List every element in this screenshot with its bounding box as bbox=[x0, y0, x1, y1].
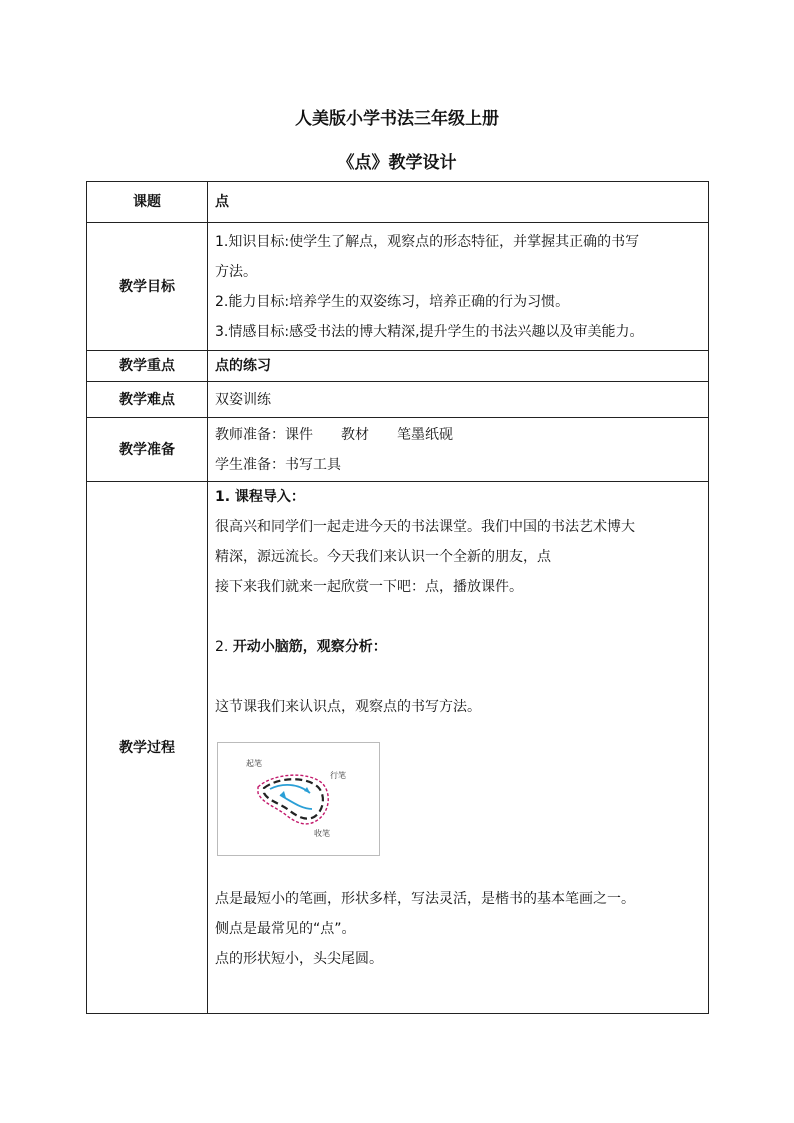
row-objectives bbox=[87, 223, 709, 351]
label-key-point: 教学重点 bbox=[87, 351, 208, 382]
section-title bbox=[215, 632, 704, 662]
label-topic: 课题 bbox=[87, 182, 208, 223]
stroke-diagram bbox=[217, 742, 380, 856]
value-objectives bbox=[208, 223, 709, 351]
row-topic bbox=[87, 182, 709, 223]
teacher-preparation: 教师准备：课件 教材 笔墨纸砚 bbox=[215, 426, 453, 443]
blank-line bbox=[215, 602, 704, 632]
objective-line: 方法。 bbox=[215, 263, 257, 280]
label-objectives: 教学目标 bbox=[87, 223, 208, 351]
blank-line bbox=[215, 662, 704, 692]
lesson-plan-table bbox=[86, 181, 709, 1014]
section-number: 2. bbox=[215, 639, 229, 655]
dot-stroke-illustration bbox=[218, 743, 381, 857]
objective-line: 3.情感目标:感受书法的博大精深,提升学生的书法兴趣以及审美能力。 bbox=[215, 323, 644, 340]
label-preparation: 教学准备 bbox=[87, 418, 208, 482]
paragraph-line: 这节课我们来认识点，观察点的书写方法。 bbox=[215, 699, 481, 715]
value-process bbox=[208, 482, 709, 1014]
value-key-point: 点的练习 bbox=[208, 351, 709, 382]
paragraph-line: 点是最短小的笔画，形状多样，写法灵活，是楷书的基本笔画之一。 bbox=[215, 891, 635, 907]
paragraph-line: 接下来我们就来一起欣赏一下吧：点，播放课件。 bbox=[215, 579, 523, 595]
paragraph-line: 很高兴和同学们一起走进今天的书法课堂。我们中国的书法艺术博大 bbox=[215, 519, 635, 535]
row-key-point bbox=[87, 351, 709, 382]
objective-line: 1.知识目标:使学生了解点，观察点的形态特征，并掌握其正确的书写 bbox=[215, 233, 640, 250]
label-start-stroke: 起笔 bbox=[246, 759, 262, 768]
blank-line bbox=[215, 864, 704, 884]
label-process: 教学过程 bbox=[87, 482, 208, 1014]
label-end-stroke: 收笔 bbox=[314, 829, 330, 838]
value-preparation bbox=[208, 418, 709, 482]
value-topic: 点 bbox=[208, 182, 709, 223]
paragraph-line: 点的形状短小，头尖尾圆。 bbox=[215, 951, 383, 967]
stroke-direction-arrow-a bbox=[270, 785, 310, 793]
section-title: 1. 课程导入： bbox=[215, 489, 305, 505]
row-preparation bbox=[87, 418, 709, 482]
document-subtitle: 《点》教学设计 bbox=[337, 153, 457, 173]
paragraph-line: 精深，源远流长。今天我们来认识一个全新的朋友，点 bbox=[215, 549, 551, 565]
student-preparation: 学生准备：书写工具 bbox=[215, 456, 341, 473]
row-process bbox=[87, 482, 709, 1014]
value-difficulty: 双姿训练 bbox=[208, 382, 709, 418]
arrow-head-icon bbox=[304, 787, 310, 793]
stroke-outline-magenta bbox=[258, 775, 328, 824]
objective-line: 2.能力目标:培养学生的双姿练习，培养正确的行为习惯。 bbox=[215, 293, 570, 310]
document-title: 人美版小学书法三年级上册 bbox=[295, 109, 499, 129]
section-heading: 开动小脑筋，观察分析： bbox=[232, 639, 387, 655]
row-difficulty bbox=[87, 382, 709, 418]
paragraph-line: 侧点是最常见的“点”。 bbox=[215, 921, 356, 937]
label-move-stroke: 行笔 bbox=[330, 771, 346, 780]
label-difficulty: 教学难点 bbox=[87, 382, 208, 418]
